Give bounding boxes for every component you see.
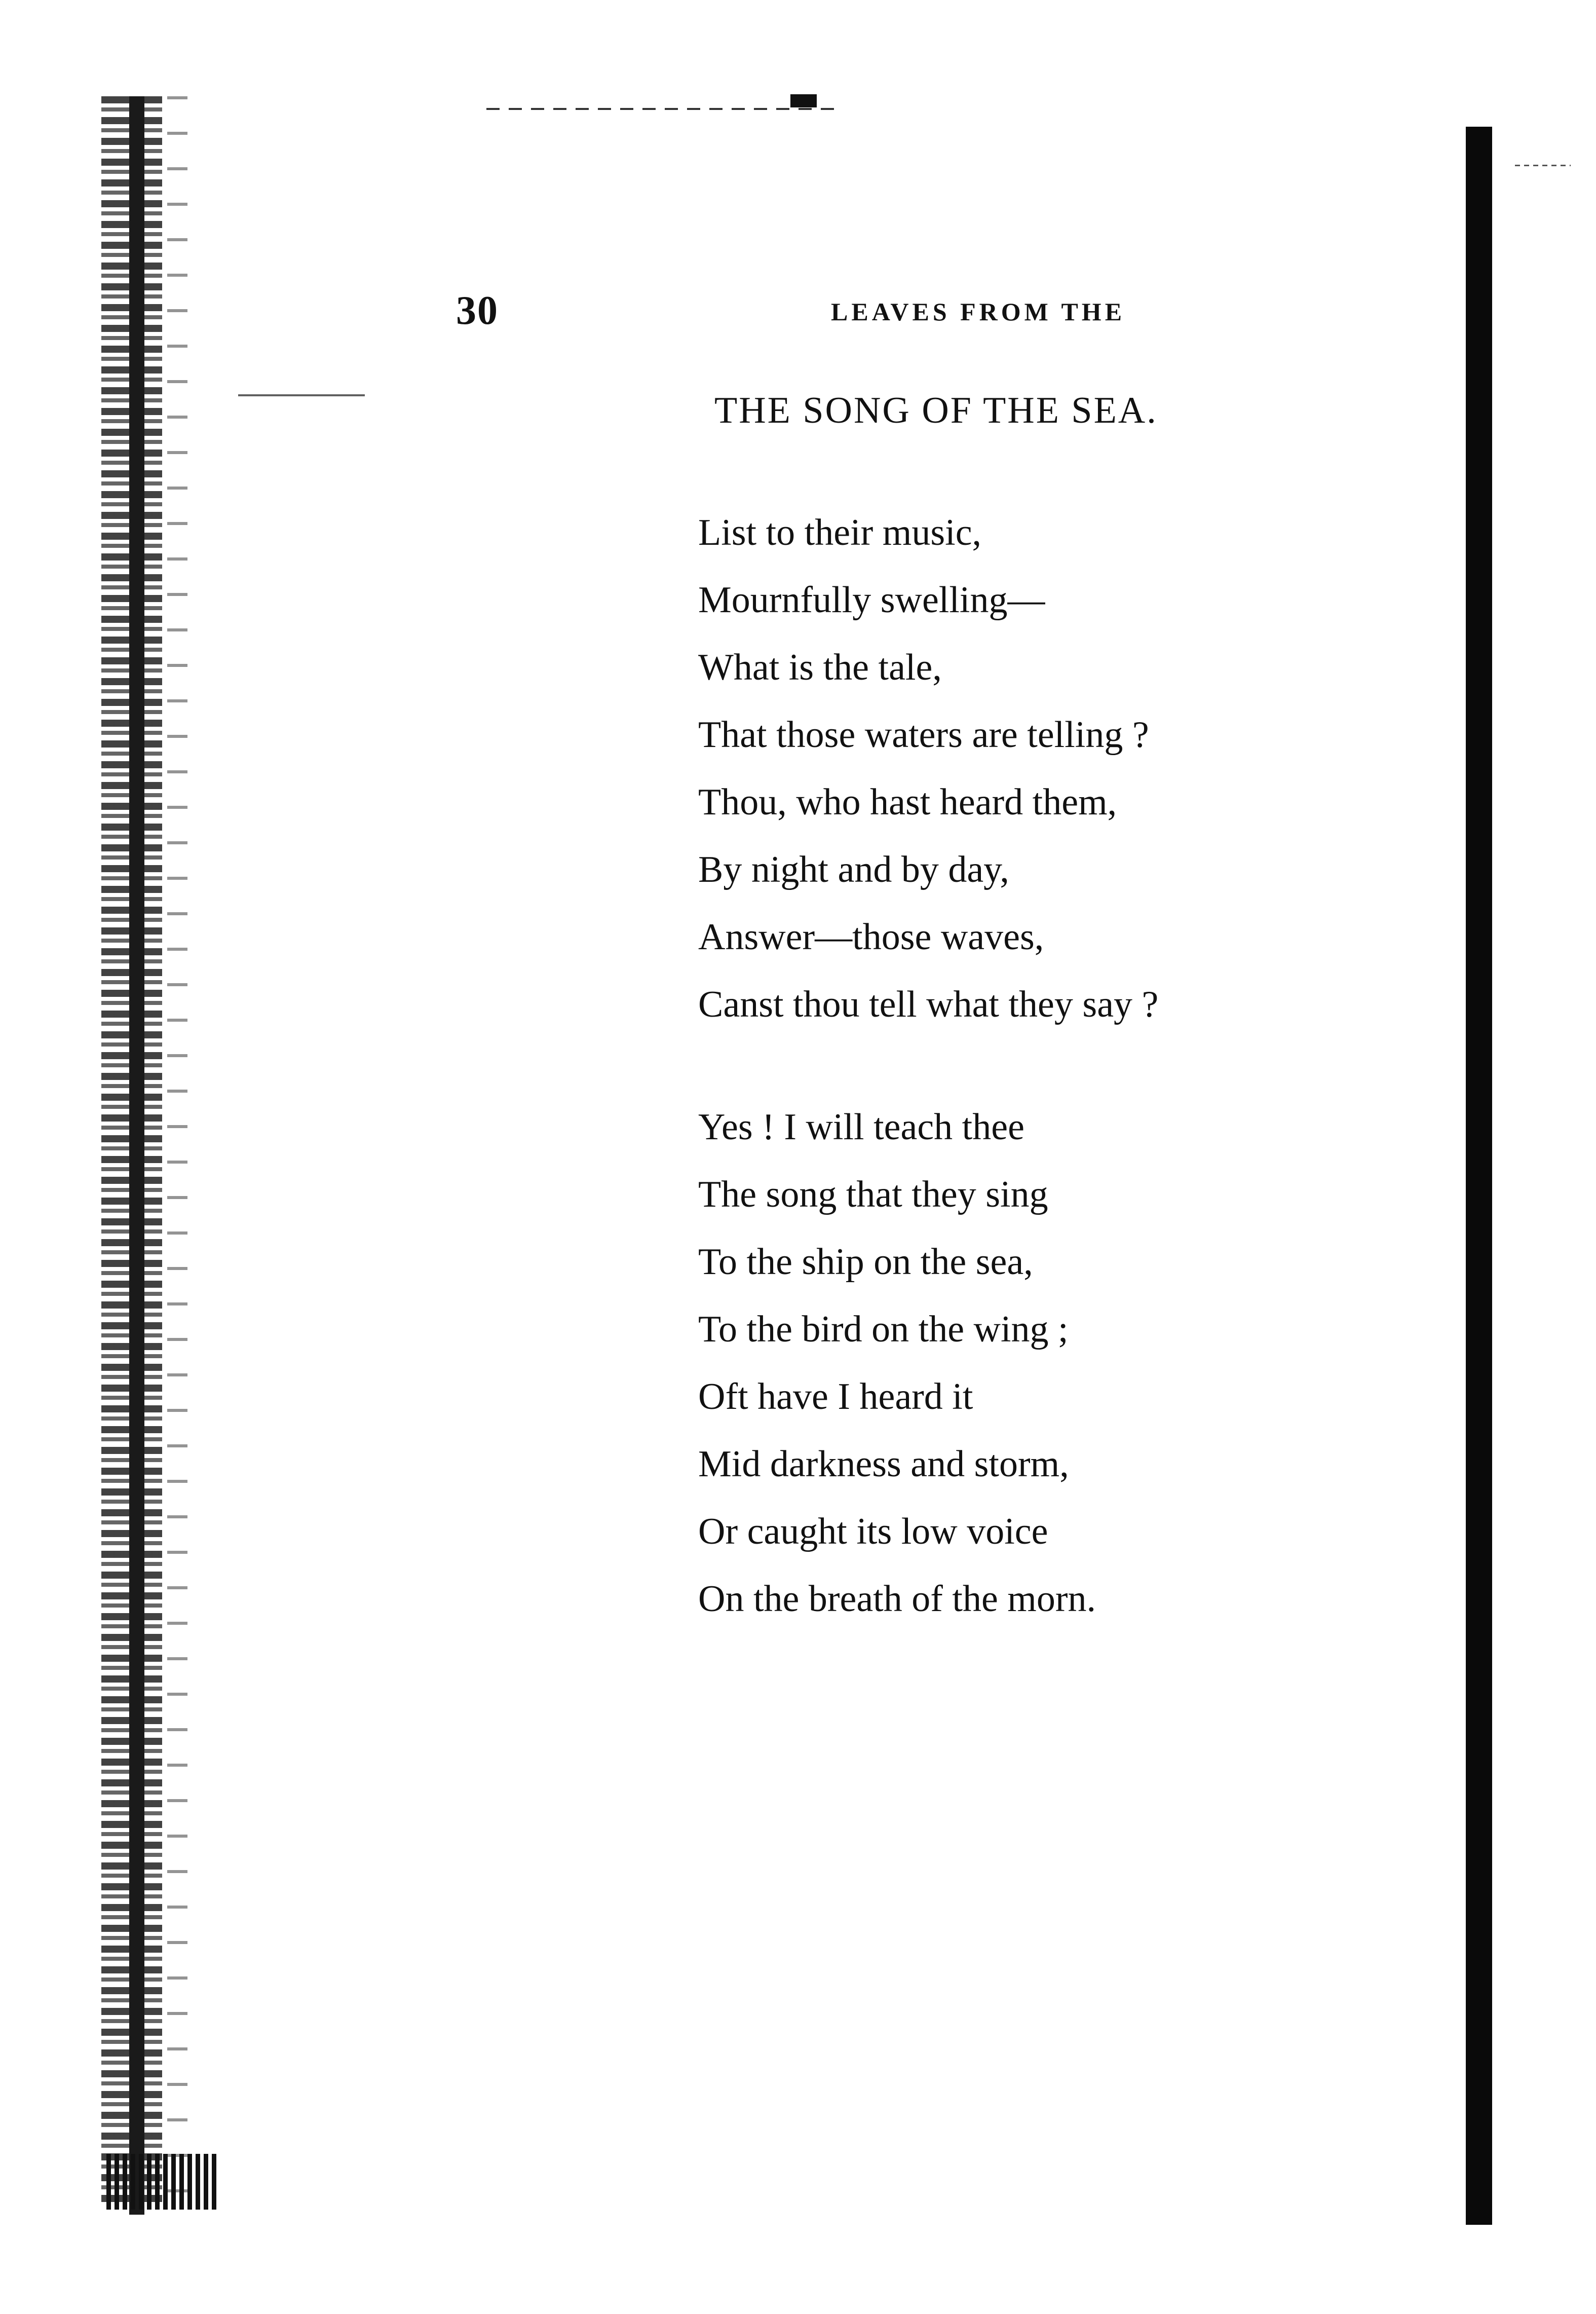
verse-line: Oft have I heard it bbox=[698, 1376, 973, 1417]
verse-line: What is the tale, bbox=[698, 647, 942, 688]
left-binding-specks bbox=[167, 96, 187, 2205]
verse-line: By night and by day, bbox=[698, 849, 1009, 890]
verse-line: Mournfully swelling— bbox=[698, 579, 1045, 621]
top-right-scan-mark bbox=[1515, 165, 1571, 166]
top-ornament-rule bbox=[486, 108, 841, 110]
page-header bbox=[456, 288, 1165, 333]
right-binding-edge bbox=[1466, 127, 1492, 2225]
side-rule bbox=[238, 394, 365, 396]
verse-line: Or caught its low voice bbox=[698, 1511, 1048, 1552]
left-binding-foot bbox=[106, 2154, 218, 2210]
verse-line: On the breath of the morn. bbox=[698, 1578, 1096, 1620]
verse-line: Yes ! I will teach thee bbox=[698, 1106, 1024, 1148]
verse-line: To the ship on the sea, bbox=[698, 1241, 1033, 1283]
stanza-2 bbox=[698, 1094, 1096, 1633]
poem-title: THE SONG OF THE SEA. bbox=[714, 390, 1158, 431]
verse-line: To the bird on the wing ; bbox=[698, 1309, 1069, 1350]
verse-line: Canst thou tell what they say ? bbox=[698, 984, 1159, 1025]
running-head: LEAVES FROM THE bbox=[831, 297, 1126, 326]
verse-line: The song that they sing bbox=[698, 1174, 1048, 1215]
stanza-1 bbox=[698, 499, 1158, 1038]
verse-line: Thou, who hast heard them, bbox=[698, 781, 1117, 823]
page-number: 30 bbox=[456, 288, 499, 333]
verse-line: List to their music, bbox=[698, 512, 982, 553]
verse-line: That those waters are telling ? bbox=[698, 714, 1149, 756]
left-binding-shadow bbox=[129, 96, 144, 2215]
verse-line: Mid darkness and storm, bbox=[698, 1443, 1069, 1485]
top-ornament-mark bbox=[790, 94, 817, 107]
verse-line: Answer—those waves, bbox=[698, 916, 1044, 958]
